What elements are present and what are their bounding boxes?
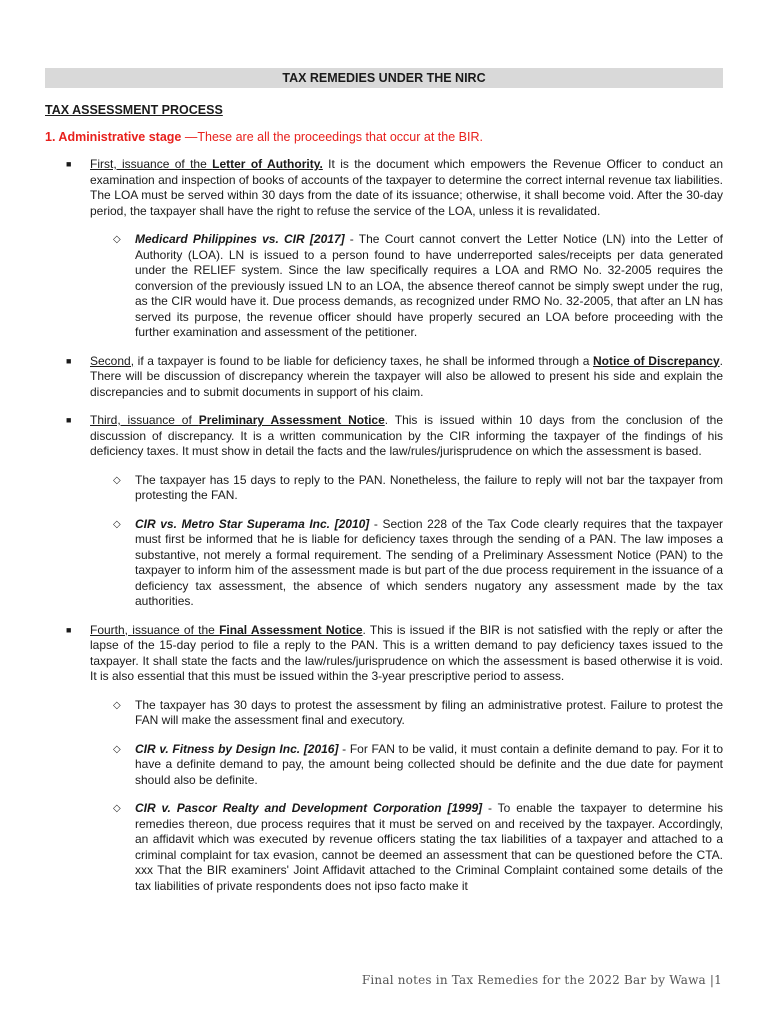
bullet-term: Preliminary Assessment Notice bbox=[198, 413, 385, 427]
case-text: - The Court cannot convert the Letter Notice (LN) into the Letter of Authority (LOA). LN is issued to a person found to have underreported sales/receipts per data generated under the RELIEF system. Since the law specifically requires a LOA and RMO No. 32-2005 requires the conversion of the previously issued LN to an LOA, the absence thereof cannot be simply swept under the rug, as the CIR would have it. Due process demands, as recognized under RMO No. 32-2005, that after an LN has served its purpose, the revenue officer should have properly secured an LOA before proceeding with the further examination and assessment of the petitioner. bbox=[135, 232, 723, 339]
case-text: - To enable the taxpayer to determine his remedies thereon, due process requires that it must be served on and received by the taxpayer. Accordingly, an affidavit which was executed by revenue officers stating the tax liabilities of a taxpayer and attached to a criminal complaint for tax evasion, cannot be deemed an assessment that can be questioned before the CTA. xxx That the BIR examiners' Joint Affidavit attached to the Criminal Complaint contained some details of the tax liabilities of private respondents does not ipso facto make it bbox=[135, 801, 723, 893]
black-square-bullet-icon: ■ bbox=[66, 159, 72, 169]
case-name: CIR v. Fitness by Design Inc. [2016] bbox=[135, 741, 339, 756]
diamond-outline-bullet-icon: ◇ bbox=[113, 743, 121, 755]
stage-label: 1. Administrative stage bbox=[45, 130, 182, 144]
bullet-text: . This is issued within 10 days from the conclusion of the discussion of discrepancy. It is a written communication by the CIR informing the taxpayer of the findings of his deficiency taxes. It must show in detail the facts and the law/rules/jurisprudence on which the assessment is based. bbox=[90, 413, 724, 458]
diamond-outline-bullet-icon: ◇ bbox=[113, 803, 121, 814]
bullet-term: Letter of Authority. bbox=[212, 157, 323, 171]
bullet-prefix: Second, bbox=[90, 353, 135, 368]
sub-item-pascor-realty bbox=[45, 801, 723, 894]
sub-item-medicard bbox=[45, 232, 723, 341]
stage-heading bbox=[45, 130, 723, 144]
case-name: Medicard Philippines vs. CIR [2017] bbox=[135, 232, 345, 246]
stage-text: —These are all the proceedings that occur at the BIR. bbox=[181, 130, 483, 144]
diamond-outline-bullet-icon: ◇ bbox=[113, 699, 121, 711]
document-page bbox=[45, 68, 723, 894]
bullet-text: if a taxpayer is found to be liable for deficiency taxes, he shall be informed through a bbox=[134, 353, 594, 368]
case-name: CIR vs. Metro Star Superama Inc. [2010] bbox=[135, 516, 370, 531]
bullet-prefix: Third, issuance of bbox=[90, 413, 199, 427]
sub-item-metro-star bbox=[45, 517, 723, 610]
page-footer: Final notes in Tax Remedies for the 2022 Bar by Wawa |1 bbox=[361, 973, 722, 987]
case-text: - Section 228 of the Tax Code clearly requires that the taxpayer must first be informed that he is liable for deficiency taxes through the sending of a PAN. The law imposes a substantive, not merely a formal requirement. The sending of a Preliminary Assessment Notice (PAN) to the taxpayer to inform him of the assessment made is but part of the due process requirement in the issuance of a deficiency tax assessment, the absence of which senders nugatory any assessment made by the tax authorities. bbox=[135, 516, 724, 608]
black-square-bullet-icon: ■ bbox=[66, 355, 72, 366]
sub-item-text: The taxpayer has 15 days to reply to the PAN. Nonetheless, the failure to reply will not bar the taxpayer from protesting the FAN. bbox=[135, 472, 723, 502]
bullet-term: Notice of Discrepancy bbox=[593, 353, 720, 368]
case-name: CIR v. Pascor Realty and Development Corporation [1999] bbox=[135, 801, 483, 815]
diamond-outline-bullet-icon: ◇ bbox=[113, 474, 121, 486]
diamond-outline-bullet-icon: ◇ bbox=[113, 234, 121, 245]
bullet-text: . This is issued if the BIR is not satisfied with the reply or after the lapse of the 15-day period to file a reply to the PAN. This is a written demand to pay deficiency taxes issued to the taxpayer. It shall state the facts and the law/rules/jurisprudence on which the assessment is based otherwise it is void. It is also essential that this must be issued within the 3-year prescriptive period to assess. bbox=[90, 622, 723, 683]
black-square-bullet-icon: ■ bbox=[66, 624, 72, 635]
sub-item-fitness-by-design bbox=[45, 742, 723, 789]
bullet-text: . There will be discussion of discrepancy wherein the taxpayer will also be allowed to present his side and explain the discrepancies and to submit documents in support of his claim. bbox=[90, 353, 723, 399]
list-item-notice-of-discrepancy bbox=[45, 354, 723, 401]
bullet-prefix: Fourth, issuance of the bbox=[90, 622, 220, 637]
diamond-outline-bullet-icon: ◇ bbox=[113, 518, 121, 530]
bullet-text: It is the document which empowers the Revenue Officer to conduct an examination and inspection of books of accounts of the taxpayer to determine the correct internal revenue tax liabilities. The LOA must be served within 30 days from the date of its issuance; otherwise, it shall become void. After the 30-day period, the taxpayer shall have the right to refuse the service of the LOA, unless it is revalidated. bbox=[90, 157, 724, 218]
document-title: TAX REMEDIES UNDER THE NIRC bbox=[45, 68, 723, 88]
section-heading: TAX ASSESSMENT PROCESS bbox=[45, 103, 223, 117]
case-text: - For FAN to be valid, it must contain a definite demand to pay. For it to have a definite demand to pay, the amount being collected should be definite and the due date for payment should also be definite. bbox=[135, 741, 723, 787]
list-item-letter-of-authority bbox=[45, 157, 723, 219]
sub-item-text: The taxpayer has 30 days to protest the assessment by filing an administrative protest. Failure to protest the FAN will make the assessment final and executory. bbox=[135, 697, 723, 727]
sub-item-fan-protest bbox=[45, 698, 723, 729]
bullet-term: Final Assessment Notice bbox=[219, 622, 363, 637]
list-item-preliminary-assessment-notice bbox=[45, 413, 723, 460]
bullet-prefix: First, issuance of the bbox=[90, 157, 213, 171]
sub-item-pan-reply bbox=[45, 473, 723, 504]
list-item-final-assessment-notice bbox=[45, 623, 723, 685]
black-square-bullet-icon: ■ bbox=[66, 415, 72, 425]
